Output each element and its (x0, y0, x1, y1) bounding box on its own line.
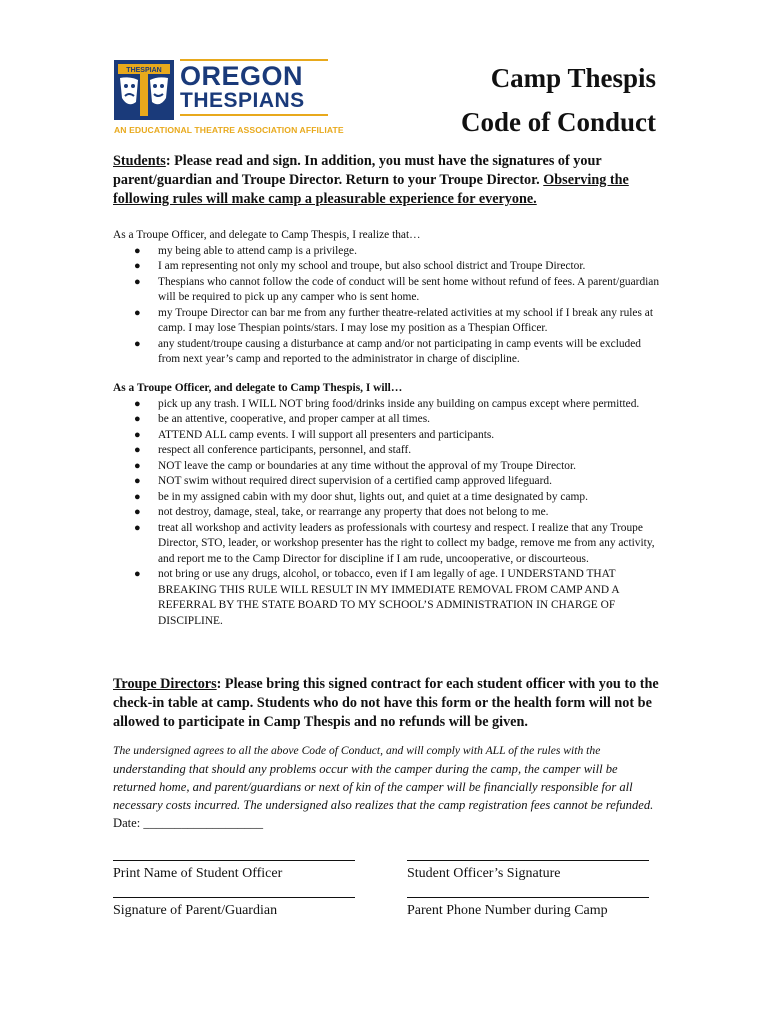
list-item (113, 259, 663, 275)
list-item-text: NOT swim without required direct supervision of a certified camp approved lifeguard. (158, 475, 552, 487)
list-item-text: be in my assigned cabin with my door shut, lights out, and quiet at a time designated by camp. (158, 490, 588, 503)
title-line-1: Camp Thespis (490, 63, 656, 93)
list-item (113, 474, 663, 490)
list-item (113, 459, 663, 475)
student-instructions (113, 152, 661, 209)
bullet-icon: ● (134, 337, 141, 350)
bullet-icon: ● (134, 428, 141, 441)
director-instructions (113, 675, 661, 732)
officer-signature-line[interactable] (407, 860, 649, 861)
list-item-text: my being able to attend camp is a privilege. (158, 244, 357, 257)
bullet-icon: ● (134, 275, 141, 288)
list-item (113, 505, 663, 521)
list-item (113, 490, 663, 506)
bullet-icon: ● (134, 260, 141, 272)
date-field[interactable]: Date: ___________________ (113, 816, 264, 830)
list-item-text: treat all workshop and activity leaders as professionals with courtesy and respect. I realize that any Troupe Director, STO, leader, or workshop presenter has the right to collect my badge, remove me from any activity, and report me to the Camp Director for discipline if I am rude, uncooperative, or discourteous. (158, 521, 655, 565)
realize-list (113, 244, 663, 368)
list-item-text: not bring or use any drugs, alcohol, or tobacco, even if I am legally of age. I UNDERSTAND THAT BREAKING THIS RULE WILL RESULT IN MY IMMEDIATE REMOVAL FROM CAMP AND A REFERRAL BY THE STATE BOARD TO MY SCHOOL’S ADMINISTRATION IN CHARGE OF DISCIPLINE. (158, 568, 619, 627)
list-item (113, 275, 663, 306)
bullet-icon: ● (134, 413, 141, 425)
logo-rule (180, 114, 328, 116)
theatre-masks-icon (112, 58, 176, 122)
page-title (461, 56, 656, 144)
parent-signature-line[interactable] (113, 897, 355, 898)
bullet-icon: ● (134, 506, 141, 518)
bullet-icon: ● (134, 568, 141, 580)
list-item (113, 397, 663, 413)
bullet-icon: ● (134, 306, 141, 319)
bullet-icon: ● (134, 490, 141, 503)
list-item-text: be an attentive, cooperative, and proper camper at all times. (158, 413, 430, 425)
officer-signature-label: Student Officer’s Signature (407, 866, 561, 881)
student-instructions-underlined: Observing the following rules will make camp a pleasurable experience for everyone. (113, 172, 629, 207)
logo-tagline: AN EDUCATIONAL THEATRE ASSOCIATION AFFILIATE (114, 125, 344, 135)
print-name-line[interactable] (113, 860, 355, 861)
students-label: Students (113, 153, 166, 169)
bullet-icon: ● (134, 521, 141, 534)
bullet-icon: ● (134, 444, 141, 456)
logo-badge-text: THESPIAN (126, 67, 162, 74)
list-item-text: Thespians who cannot follow the code of conduct will be sent home without refund of fees. A parent/guardian will be required to pick up any camper who is sent home. (158, 275, 660, 303)
list-item (113, 337, 663, 368)
will-list (113, 397, 663, 630)
section-heading: As a Troupe Officer, and delegate to Camp Thespis, I realize that… (113, 229, 421, 241)
director-instructions-text: : Please bring this signed contract for each student officer with you to the check-in table at camp. Students who do not have this form or the health form will not be allowed to participate in Camp Thespis and no refunds will be given. (113, 676, 659, 730)
list-item (113, 443, 663, 459)
agreement-paragraph (113, 741, 663, 832)
list-item-text: pick up any trash. I WILL NOT bring food/drinks inside any building on campus except where permitted. (158, 397, 640, 410)
list-item-text: any student/troupe causing a disturbance at camp and/or not participating in camp events will be excluded from next year’s camp and reported to the administrator in charge of discipline. (158, 337, 642, 365)
bullet-icon: ● (134, 397, 141, 410)
bullet-icon: ● (134, 459, 141, 472)
troupe-directors-label: Troupe Directors (113, 676, 217, 692)
parent-phone-line[interactable] (407, 897, 649, 898)
bullet-icon: ● (134, 475, 141, 487)
logo-word-oregon: OREGON (180, 61, 304, 91)
realize-section (113, 228, 663, 368)
agreement-text: understanding that should any problems occur with the camper during the camp, the camper will be returned home, and parent/guardians or next of kin of the camper will be financially responsible for all necessary costs incurred. The undersigned also realizes that the camp registration fees cannot be refunded. (113, 762, 654, 812)
student-instructions-text: : Please read and sign. In addition, you must have the signatures of your parent/guardian and Troupe Director. Return to your Troupe Director. (113, 153, 602, 188)
will-section (113, 381, 663, 629)
list-item-text: respect all conference participants, personnel, and staff. (158, 444, 412, 456)
agreement-first-line: The undersigned agrees to all the above Code of Conduct, and will comply with ALL of the rules with the (113, 744, 601, 757)
list-item (113, 244, 663, 260)
parent-phone-label: Parent Phone Number during Camp (407, 903, 608, 918)
list-item (113, 306, 663, 337)
list-item (113, 428, 663, 444)
logo-word-thespians: THESPIANS (180, 89, 305, 112)
list-item (113, 412, 663, 428)
list-item-text: ATTEND ALL camp events. I will support all presenters and participants. (158, 428, 495, 441)
title-line-2: Code of Conduct (460, 107, 656, 137)
oregon-thespians-logo (112, 58, 344, 142)
parent-signature-label: Signature of Parent/Guardian (113, 903, 278, 918)
list-item-text: I am representing not only my school and troupe, but also school district and Troupe Director. (158, 260, 586, 272)
list-item-text: not destroy, damage, steal, take, or rearrange any property that does not belong to me. (158, 506, 549, 518)
list-item-text: NOT leave the camp or boundaries at any time without the approval of my Troupe Director. (158, 459, 576, 472)
list-item-text: my Troupe Director can bar me from any further theatre-related activities at my school if I break any rules at camp. I may lose Thespian points/stars. I may lose my position as a Thespian Officer. (158, 306, 653, 334)
list-item (113, 521, 663, 568)
list-item (113, 567, 663, 629)
section-heading: As a Troupe Officer, and delegate to Camp Thespis, I will… (113, 382, 403, 394)
bullet-icon: ● (134, 244, 141, 257)
print-name-label: Print Name of Student Officer (113, 866, 283, 881)
